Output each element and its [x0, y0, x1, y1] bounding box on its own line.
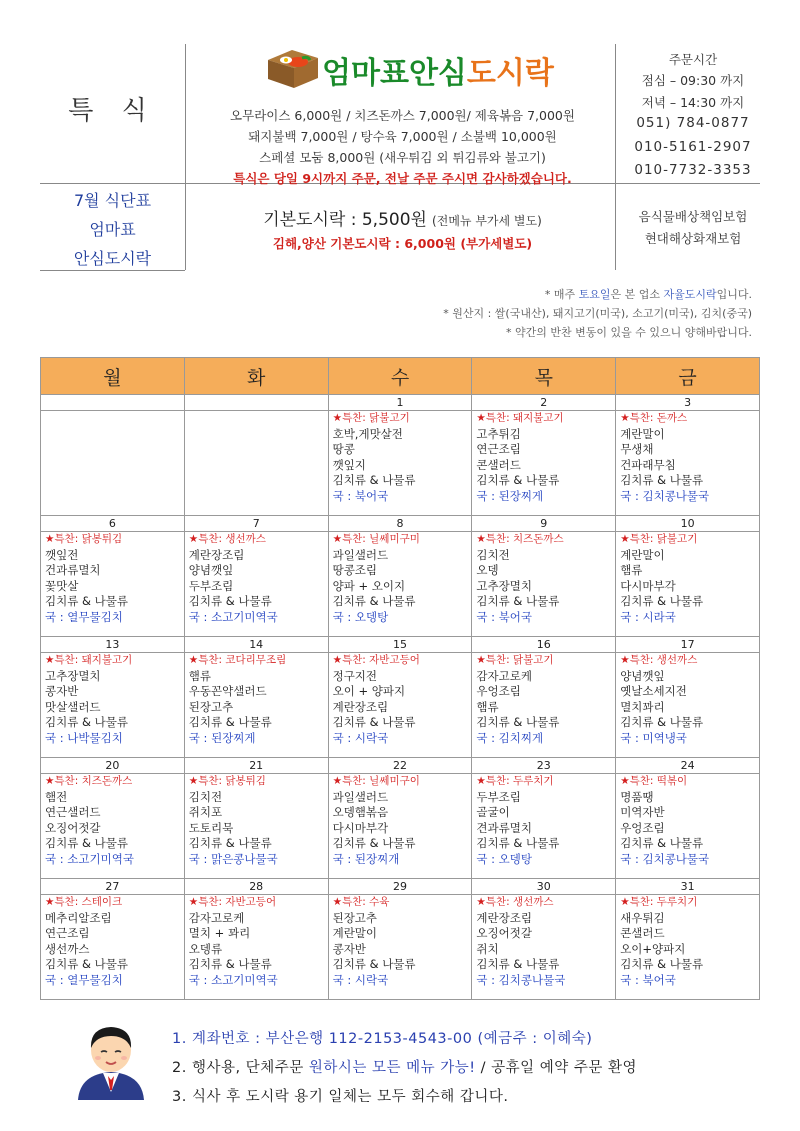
- footer-account: [172, 1027, 592, 1048]
- side-dish: 김치전: [476, 547, 510, 562]
- side-dish: 땅콩조림: [332, 563, 378, 578]
- side-dish: 두부조림: [188, 578, 234, 593]
- header-bottom-line: [40, 270, 185, 271]
- special-dish: ★특찬: 두루치기: [476, 775, 554, 787]
- menu-cell-wed: [328, 895, 472, 1000]
- side-dish: 고추장멸치: [45, 668, 101, 683]
- date-cell-mon: 27: [41, 879, 185, 895]
- side-dish: 김치류 & 나물류: [332, 473, 416, 488]
- menu-row: [41, 774, 760, 879]
- side-dish: 양념깻잎: [188, 563, 234, 578]
- note-1-mid: 은 본 업소: [610, 288, 664, 301]
- note-line-3: * 약간의 반찬 변동이 있을 수 있으니 양해바랍니다.: [506, 326, 752, 339]
- phone-2[interactable]: 010-5161-2907: [634, 139, 752, 155]
- soup: 국 : 북어국: [476, 609, 533, 624]
- insurance-line-1: 음식물배상책임보험: [638, 209, 748, 224]
- side-dish: 김치류 & 나물류: [188, 715, 272, 730]
- soup: 국 : 김치콩나물국: [620, 851, 710, 866]
- soup: 국 : 열무물김치: [45, 609, 123, 624]
- footer-account-text: 1. 계좌번호 : 부산은행 112-2153-4543-00 (예금주 : 이혜숙): [172, 1031, 593, 1047]
- header-col-divider-2: [615, 44, 616, 270]
- date-cell-fri: 17: [616, 637, 760, 653]
- date-cell-thu: 2: [472, 395, 616, 411]
- side-dish: 과일샐러드: [332, 547, 389, 562]
- side-dish: 미역자반: [620, 805, 665, 820]
- side-dish: 도토리묵: [188, 820, 234, 835]
- menu-cell-mon: [41, 895, 185, 1000]
- side-dish: 김치류 & 나물류: [188, 836, 272, 851]
- side-dish: 연근조림: [476, 442, 521, 457]
- side-dish: 계란말이: [620, 426, 665, 441]
- side-dish: 김치류 & 나물류: [620, 473, 704, 488]
- footer-group-blue: 원하시는 모든 메뉴 가능!: [308, 1060, 476, 1076]
- side-dish: 깻잎전: [45, 547, 79, 562]
- special-order-note: 특식은 당일 9시까지 주문, 전날 주문 주시면 감사하겠습니다.: [233, 171, 572, 186]
- special-dish: ★특찬: 닐쎄미구미: [332, 533, 420, 545]
- soup: 국 : 된장찌개: [332, 851, 400, 866]
- side-dish: 콘샐러드: [476, 457, 521, 472]
- side-dish: 오뎅류: [188, 941, 223, 956]
- menu-cell-thu: [472, 895, 616, 1000]
- soup: 국 : 맑은콩나물국: [188, 851, 278, 866]
- special-menu-line-2: 돼지불백 7,000원 / 탕수육 7,000원 / 소불백 10,000원: [248, 129, 557, 144]
- side-dish: 김치류 & 나물류: [620, 957, 704, 972]
- soup: 국 : 열무물김치: [45, 972, 123, 987]
- special-dish: ★특찬: 돼지불고기: [476, 412, 564, 424]
- menu-cell-mon: [41, 411, 185, 516]
- special-dish: ★특찬: 생선까스: [476, 896, 554, 908]
- basic-special-price: 김해,양산 기본도시락 : 6,000원 (부가세별도): [272, 236, 533, 251]
- side-dish: 연근샐러드: [45, 805, 101, 820]
- soup: 국 : 시락국: [332, 972, 389, 987]
- soup: 국 : 나박물김치: [45, 730, 123, 745]
- logo-text: [322, 48, 554, 92]
- menu-cell-wed: [328, 411, 472, 516]
- brand-line: 엄마표: [89, 220, 136, 239]
- special-dish: ★특찬: 닭불고기: [476, 654, 554, 666]
- day-header-tue: 화: [184, 358, 328, 395]
- side-dish: 김치류 & 나물류: [620, 836, 704, 851]
- note-line-2: * 원산지 : 쌀(국내산), 돼지고기(미국), 소고기(미국), 김치(중국): [443, 307, 752, 320]
- date-row: [41, 637, 760, 653]
- side-dish: 된장고추: [188, 699, 234, 714]
- side-dish: 땅콩: [332, 442, 355, 457]
- side-dish: 과일샐러드: [332, 789, 389, 804]
- soup: 국 : 김치콩나물국: [620, 488, 710, 503]
- date-cell-tue: 21: [184, 758, 328, 774]
- side-dish: 감자고로케: [188, 910, 245, 925]
- date-cell-tue: 14: [184, 637, 328, 653]
- side-dish: 쥐치: [476, 941, 499, 956]
- date-cell-mon: 13: [41, 637, 185, 653]
- side-dish: 계란장조림: [188, 547, 245, 562]
- special-dish: ★특찬: 자반고등어: [332, 654, 420, 666]
- side-dish: 김치류 & 나물류: [332, 594, 416, 609]
- side-dish: 옛날소세지전: [620, 684, 687, 699]
- side-dish: 고추장멸치: [476, 578, 532, 593]
- note-1-pre: * 매주: [544, 288, 579, 301]
- side-dish: 햄류: [476, 699, 499, 714]
- soup: 국 : 미역냉국: [620, 730, 687, 745]
- side-dish: 쥐치포: [188, 805, 223, 820]
- special-dish: ★특찬: 생선까스: [620, 654, 698, 666]
- date-row: [41, 879, 760, 895]
- note-1-post: 입니다.: [716, 288, 752, 301]
- side-dish: 다시마부각: [620, 578, 676, 593]
- side-dish: 오징어젓갈: [45, 820, 101, 835]
- date-cell-tue: 7: [184, 516, 328, 532]
- soup: 국 : 된장찌게: [476, 488, 544, 503]
- side-dish: 오뎅햄볶음: [332, 805, 389, 820]
- soup: 국 : 북어국: [332, 488, 389, 503]
- special-menu-line-3: 스페셜 모둠 8,000원 (새우튀김 외 튀김류와 불고기): [259, 150, 546, 165]
- side-dish: 햄전: [45, 789, 68, 804]
- day-header-fri: 금: [616, 358, 760, 395]
- soup: 국 : 시라국: [620, 609, 676, 624]
- menu-cell-tue: [184, 895, 328, 1000]
- date-cell-fri: 10: [616, 516, 760, 532]
- side-dish: 다시마부각: [332, 820, 389, 835]
- menu-cell-wed: [328, 532, 472, 637]
- side-dish: 햄류: [188, 668, 212, 683]
- menu-cell-mon: [41, 532, 185, 637]
- side-dish: 김치류 & 나물류: [620, 594, 704, 609]
- side-dish: 김치류 & 나물류: [476, 836, 560, 851]
- menu-cell-fri: [616, 532, 760, 637]
- basic-price-label: 기본도시락 : 5,500원: [263, 210, 427, 230]
- menu-row: [41, 895, 760, 1000]
- side-dish: 새우튀김: [620, 910, 665, 925]
- day-header-thu: 목: [472, 358, 616, 395]
- side-dish: 김치류 & 나물류: [476, 957, 560, 972]
- date-cell-mon: [41, 395, 185, 411]
- menu-cell-thu: [472, 653, 616, 758]
- side-dish: 계란말이: [332, 926, 378, 941]
- date-cell-wed: 15: [328, 637, 472, 653]
- side-dish: 우엉조림: [620, 820, 665, 835]
- special-menu-line-1: 오무라이스 6,000원 / 치즈돈까스 7,000원/ 제육볶음 7,000원: [230, 108, 575, 123]
- date-cell-tue: 28: [184, 879, 328, 895]
- special-dish: ★특찬: 생선까스: [188, 533, 266, 545]
- lunchbox-icon: [262, 46, 322, 92]
- menu-calendar: [40, 357, 760, 1000]
- side-dish: 멸치꽈리: [620, 699, 665, 714]
- special-dish: ★특찬: 두루치기: [620, 896, 698, 908]
- side-dish: 김치류 & 나물류: [188, 594, 272, 609]
- side-dish: 계란장조림: [332, 699, 389, 714]
- menu-cell-tue: [184, 653, 328, 758]
- soup: 국 : 된장찌게: [188, 730, 256, 745]
- side-dish: 콩자반: [332, 941, 366, 956]
- date-cell-thu: 30: [472, 879, 616, 895]
- footer-return: 3. 식사 후 도시락 용기 일체는 모두 회수해 갑니다.: [172, 1089, 509, 1105]
- soup: 국 : 소고기미역국: [188, 609, 278, 624]
- date-cell-wed: 1: [328, 395, 472, 411]
- menu-row: [41, 653, 760, 758]
- side-dish: 정구지전: [332, 668, 378, 683]
- special-dish: ★특찬: 닭봉튀김: [45, 533, 123, 545]
- side-dish: 생선까스: [45, 941, 90, 956]
- side-dish: 김치류 & 나물류: [45, 715, 128, 730]
- side-dish: 연근조림: [45, 926, 90, 941]
- side-dish: 오이+양파지: [620, 941, 686, 956]
- side-dish: 콩자반: [45, 684, 79, 699]
- soup: 국 : 시락국: [332, 730, 389, 745]
- footer-group-order: [172, 1056, 637, 1077]
- day-header-row: [41, 358, 760, 395]
- side-dish: 무생채: [620, 442, 654, 457]
- date-cell-thu: 16: [472, 637, 616, 653]
- side-dish: 골굴이: [476, 805, 510, 820]
- side-dish: 양파 + 오이지: [332, 578, 406, 593]
- insurance-line-2: 현대해상화재보험: [644, 231, 742, 246]
- side-dish: 콘샐러드: [620, 926, 665, 941]
- date-cell-mon: 20: [41, 758, 185, 774]
- side-dish: 호박,게맛살전: [332, 426, 403, 441]
- special-dish: ★특찬: 돈까스: [620, 412, 688, 424]
- menu-cell-fri: [616, 411, 760, 516]
- menu-cell-thu: [472, 411, 616, 516]
- special-dish: ★특찬: 치즈돈까스: [45, 775, 133, 787]
- special-dish: ★특찬: 자반고등어: [188, 896, 277, 908]
- menu-cell-tue: [184, 532, 328, 637]
- special-dish: ★특찬: 수육: [332, 896, 390, 908]
- order-dinner: 저녁 – 14:30 까지: [641, 95, 745, 110]
- date-cell-thu: 23: [472, 758, 616, 774]
- soup: 국 : 소고기미역국: [45, 851, 134, 866]
- basic-price: [190, 205, 615, 230]
- phone-3[interactable]: 010-7732-3353: [634, 162, 752, 178]
- date-cell-mon: 6: [41, 516, 185, 532]
- side-dish: 꽃맛살: [45, 578, 79, 593]
- menu-cell-mon: [41, 774, 185, 879]
- header-col-divider-1: [185, 44, 186, 270]
- side-dish: 김치류 & 나물류: [45, 957, 128, 972]
- side-dish: 우동꼰약샐러드: [188, 684, 267, 699]
- date-cell-fri: 3: [616, 395, 760, 411]
- date-cell-tue: [184, 395, 328, 411]
- side-dish: 김치전: [188, 789, 223, 804]
- side-dish: 오징어젓갈: [476, 926, 532, 941]
- note-1-self: 자율도시락: [663, 288, 717, 301]
- soup: 국 : 오뎅탕: [476, 851, 533, 866]
- menu-cell-wed: [328, 653, 472, 758]
- side-dish: 김치류 & 나물류: [476, 715, 560, 730]
- special-dish: ★특찬: 스테이크: [45, 896, 123, 908]
- brand-line-2: 안심도시락: [73, 249, 152, 268]
- side-dish: 김치류 & 나물류: [476, 594, 560, 609]
- side-dish: 김치류 & 나물류: [332, 715, 416, 730]
- date-row: [41, 516, 760, 532]
- side-dish: 오이 + 양파지: [332, 684, 406, 699]
- order-lunch: 점심 – 09:30 까지: [641, 73, 745, 88]
- menu-cell-fri: [616, 895, 760, 1000]
- side-dish: 고추튀김: [476, 426, 521, 441]
- date-cell-fri: 24: [616, 758, 760, 774]
- soup: 국 : 김치콩나물국: [476, 972, 566, 987]
- side-dish: 된장고추: [332, 910, 378, 925]
- side-dish: 햄류: [620, 563, 643, 578]
- note-line-1: [545, 286, 752, 302]
- menu-cell-fri: [616, 774, 760, 879]
- logo: [262, 44, 562, 94]
- menu-row: [41, 532, 760, 637]
- date-cell-wed: 22: [328, 758, 472, 774]
- side-dish: 두부조림: [476, 789, 521, 804]
- side-dish: 감자고로케: [476, 668, 532, 683]
- date-cell-wed: 8: [328, 516, 472, 532]
- side-dish: 멸치 + 꽈리: [188, 926, 251, 941]
- menu-cell-wed: [328, 774, 472, 879]
- side-dish: 김치류 & 나물류: [332, 836, 416, 851]
- logo-text-orange: 도시락: [466, 56, 554, 91]
- phone-1[interactable]: 051) 784-0877: [636, 115, 750, 131]
- footer-group-pre: 2. 행사용, 단체주문: [172, 1060, 309, 1076]
- menu-cell-fri: [616, 653, 760, 758]
- side-dish: 건파래무침: [620, 457, 676, 472]
- special-dish: ★특찬: 닭봉튀김: [188, 775, 266, 787]
- special-dish: ★특찬: 닭불고기: [620, 533, 698, 545]
- day-header-mon: 월: [41, 358, 185, 395]
- menu-cell-mon: [41, 653, 185, 758]
- side-dish: 계란장조림: [476, 910, 532, 925]
- special-title: 특 식: [68, 96, 157, 126]
- side-dish: 계란말이: [620, 547, 665, 562]
- side-dish: 건과류멸치: [45, 563, 101, 578]
- special-dish: ★특찬: 치즈돈까스: [476, 533, 564, 545]
- logo-text-green: 엄마표안심: [322, 56, 467, 91]
- waiter-mascot-icon: [70, 1020, 152, 1102]
- note-1-saturday: 토요일: [578, 288, 611, 301]
- menu-cell-thu: [472, 532, 616, 637]
- side-dish: 김치류 & 나물류: [620, 715, 704, 730]
- menu-cell-tue: [184, 774, 328, 879]
- date-row: [41, 395, 760, 411]
- soup: 국 : 김치찌게: [476, 730, 544, 745]
- side-dish: 메추리알조림: [45, 910, 112, 925]
- day-header-wed: 수: [328, 358, 472, 395]
- basic-vat-note: (전메뉴 부가세 별도): [432, 214, 542, 228]
- side-dish: 김치류 & 나물류: [45, 836, 128, 851]
- special-dish: ★특찬: 돼지불고기: [45, 654, 133, 666]
- side-dish: 김치류 & 나물류: [476, 473, 560, 488]
- side-dish: 명품땡: [620, 789, 654, 804]
- menu-cell-thu: [472, 774, 616, 879]
- side-dish: 김치류 & 나물류: [332, 957, 416, 972]
- side-dish: 양념깻잎: [620, 668, 665, 683]
- side-dish: 오뎅: [476, 563, 499, 578]
- menu-row: [41, 411, 760, 516]
- side-dish: 우엉조림: [476, 684, 521, 699]
- side-dish: 맛살샐러드: [45, 699, 101, 714]
- date-cell-thu: 9: [472, 516, 616, 532]
- soup: 국 : 북어국: [620, 972, 676, 987]
- footer-group-post: / 공휴일 예약 주문 환영: [475, 1060, 638, 1076]
- special-dish: ★특찬: 떡볶이: [620, 775, 688, 787]
- soup: 국 : 오뎅탕: [332, 609, 389, 624]
- side-dish: 깻잎지: [332, 457, 366, 472]
- soup: 국 : 소고기미역국: [188, 972, 278, 987]
- date-row: [41, 758, 760, 774]
- date-cell-fri: 31: [616, 879, 760, 895]
- special-dish: ★특찬: 코다리무조림: [188, 654, 287, 666]
- side-dish: 김치류 & 나물류: [45, 594, 128, 609]
- order-title: 주문시간: [668, 52, 718, 67]
- side-dish: 견과류멸치: [476, 820, 532, 835]
- special-dish: ★특찬: 닐쎄미구이: [332, 775, 420, 787]
- date-cell-wed: 29: [328, 879, 472, 895]
- month-title: 7월 식단표: [73, 191, 152, 210]
- special-dish: ★특찬: 닭불고기: [332, 412, 410, 424]
- menu-cell-tue: [184, 411, 328, 516]
- side-dish: 김치류 & 나물류: [188, 957, 272, 972]
